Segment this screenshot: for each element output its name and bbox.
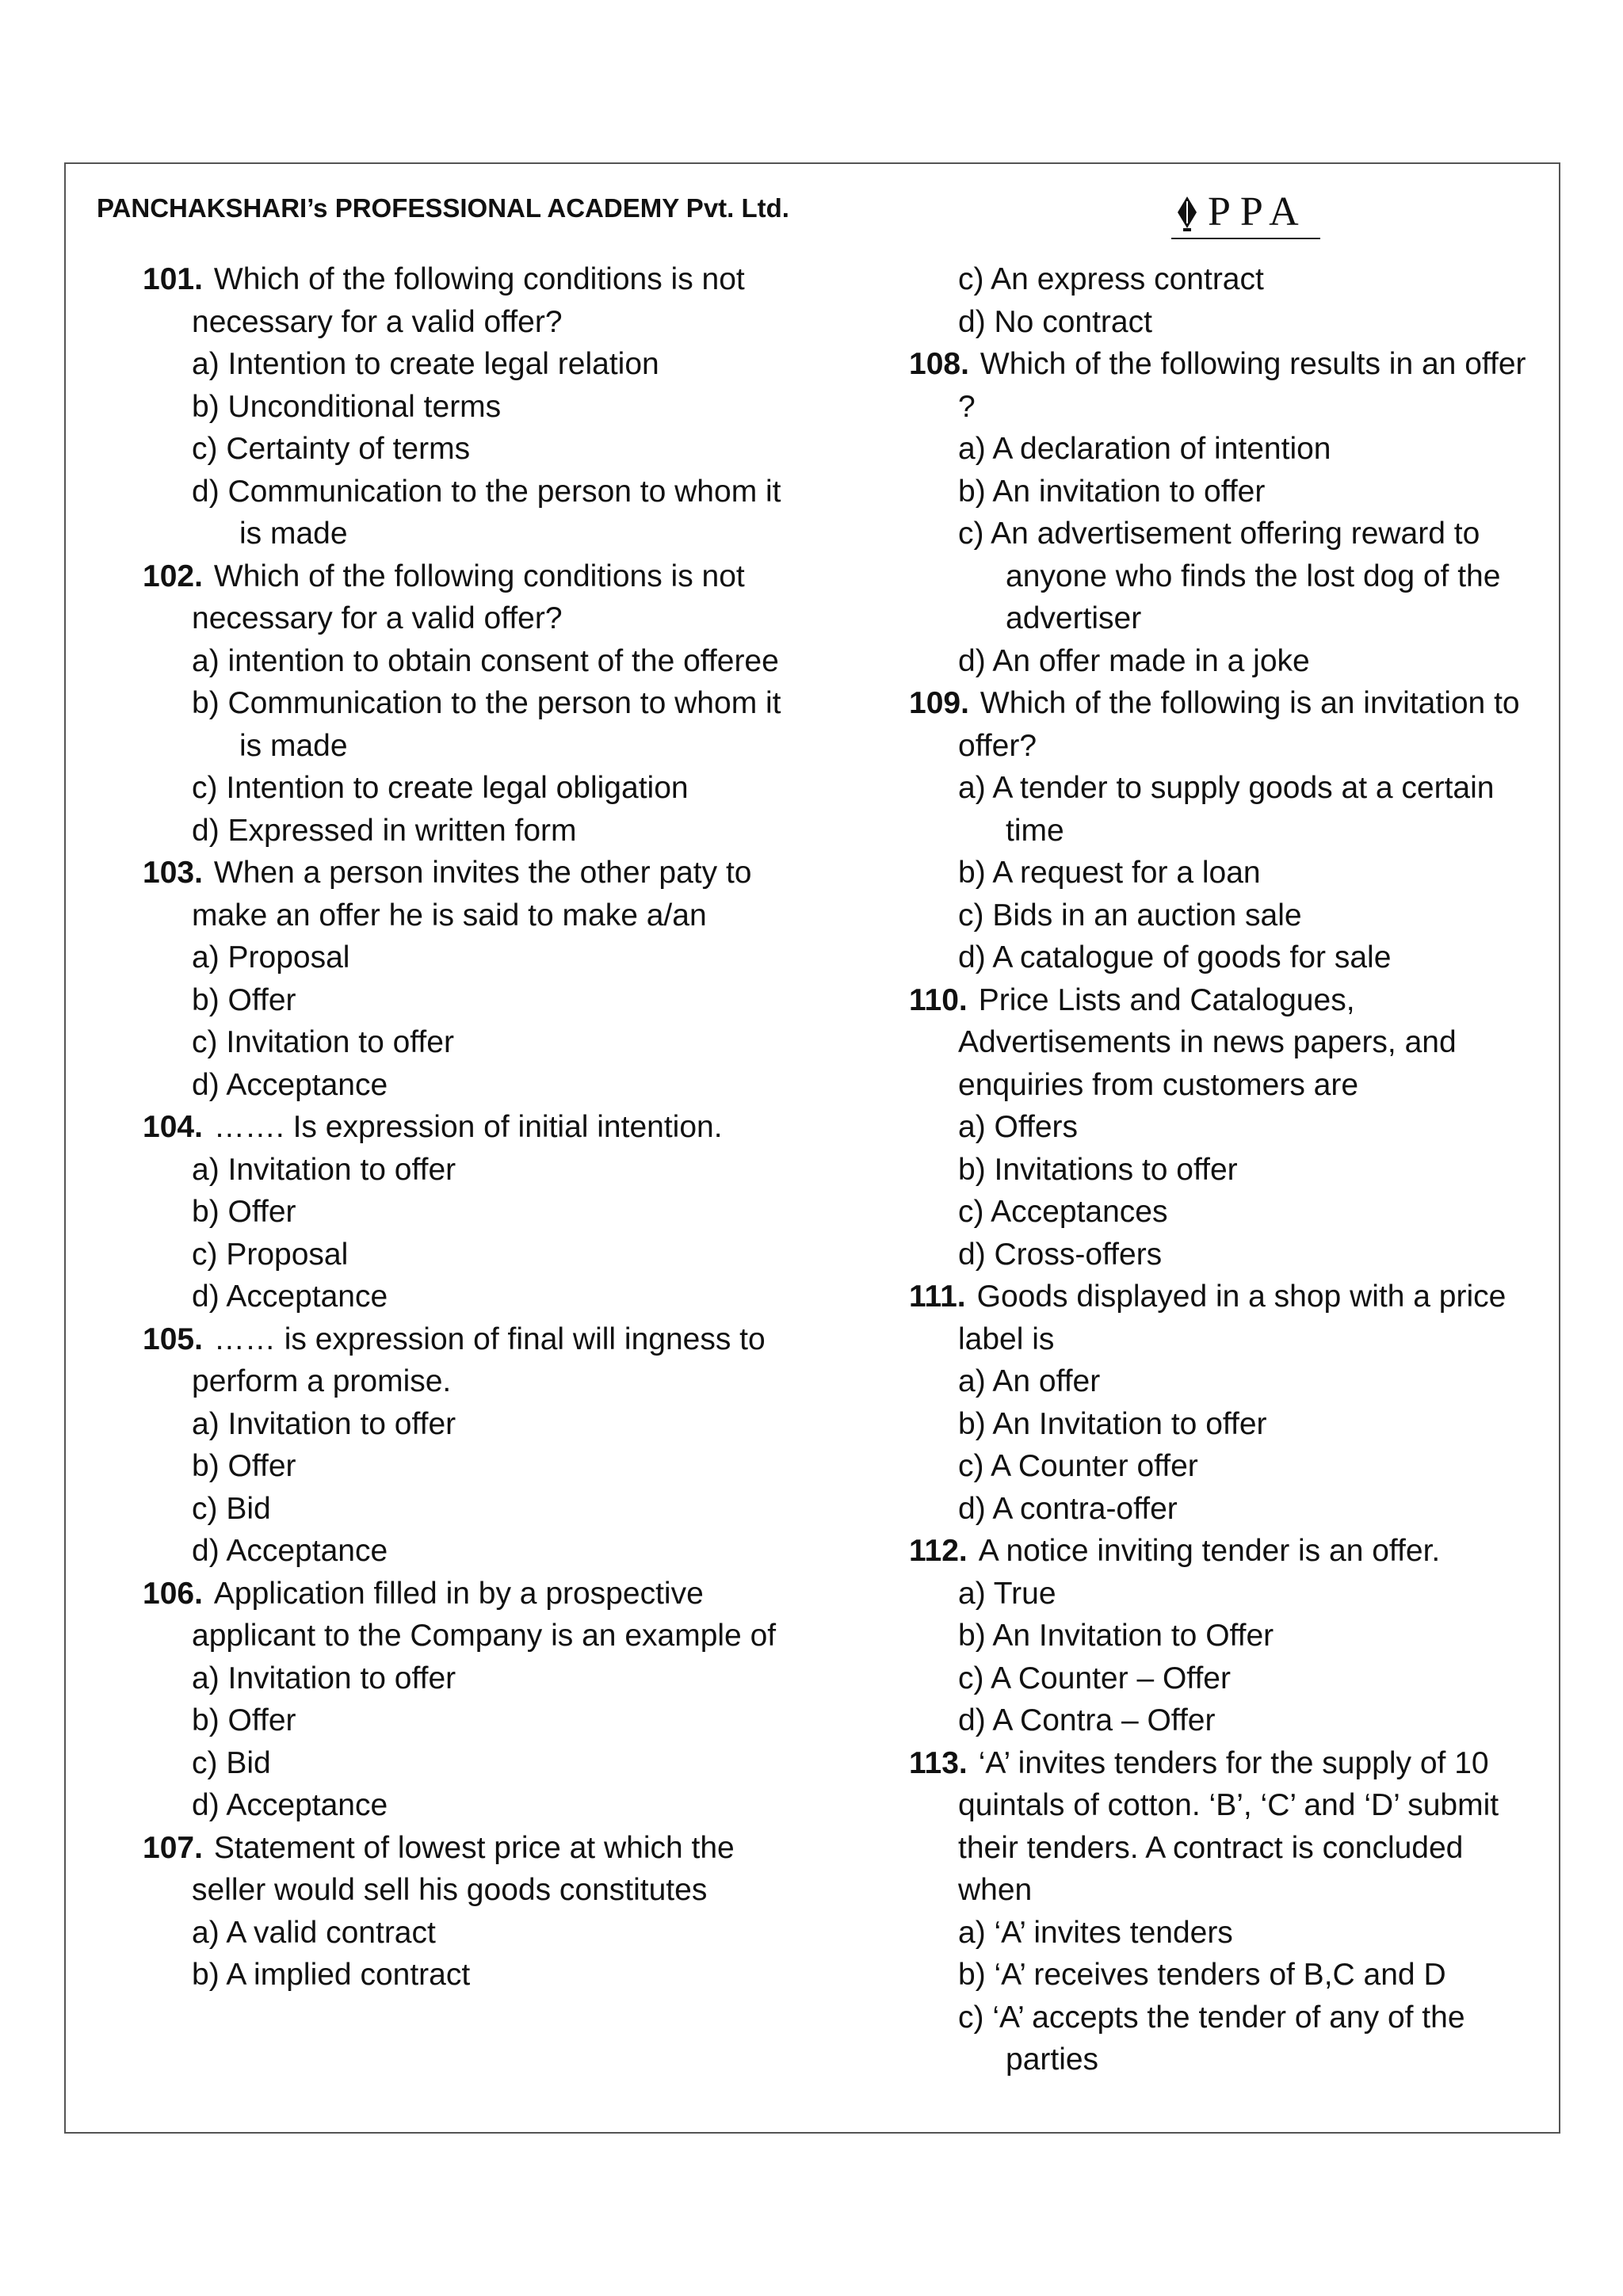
question-109 xyxy=(909,682,1543,979)
option: d) A catalogue of goods for sale xyxy=(958,940,1392,974)
option: b) A request for a loan xyxy=(958,856,1261,890)
option: c) Bid xyxy=(192,1491,271,1526)
option: b) An Invitation to offer xyxy=(958,1406,1267,1441)
question-number: 101. xyxy=(143,262,203,296)
left-question-column xyxy=(143,258,800,1997)
option: c) An express contract xyxy=(958,262,1264,296)
question-stem: Application filled in by a prospective applicant to the Company is an example of xyxy=(192,1576,777,1653)
option: c) Proposal xyxy=(192,1237,349,1272)
question-stem: Goods displayed in a shop with a price label is xyxy=(958,1280,1507,1356)
question-stem: Which of the following results in an offer ? xyxy=(958,347,1526,424)
question-number: 106. xyxy=(143,1576,203,1611)
option: b) Unconditional terms xyxy=(192,389,502,424)
question-stem: Price Lists and Catalogues, Advertisements in news papers, and enquiries from customers are xyxy=(958,982,1457,1102)
question-103 xyxy=(143,852,800,1106)
question-stem: A notice inviting tender is an offer. xyxy=(978,1534,1441,1568)
option: a) ‘A’ invites tenders xyxy=(958,1915,1233,1950)
question-106 xyxy=(143,1573,800,1827)
pen-nib-icon xyxy=(1176,196,1198,231)
option: a) Invitation to offer xyxy=(192,1152,456,1187)
page-header-title: PANCHAKSHARI’s PROFESSIONAL ACADEMY Pvt. Ltd. xyxy=(97,193,789,223)
question-number: 102. xyxy=(143,559,203,593)
logo-text: PPA xyxy=(1208,189,1308,235)
option: a) intention to obtain consent of the offeree xyxy=(192,643,779,678)
option: a) A valid contract xyxy=(192,1915,436,1950)
question-stem: Which of the following conditions is not necessary for a valid offer? xyxy=(192,262,745,339)
option: b) ‘A’ receives tenders of B,C and D xyxy=(958,1958,1446,1992)
option: b) Offer xyxy=(192,1449,296,1483)
question-113 xyxy=(909,1742,1543,2081)
option: b) Offer xyxy=(192,982,296,1017)
question-111 xyxy=(909,1276,1543,1530)
option: d) Acceptance xyxy=(192,1534,388,1568)
option: d) A Contra – Offer xyxy=(958,1703,1216,1737)
question-number: 112. xyxy=(909,1534,968,1568)
option: a) True xyxy=(958,1576,1056,1611)
question-number: 105. xyxy=(143,1322,203,1356)
question-102 xyxy=(143,555,800,852)
option: d) No contract xyxy=(958,304,1152,339)
option: b) Communication to the person to whom it is made xyxy=(192,686,781,763)
question-stem: ……. Is expression of initial intention. xyxy=(213,1110,723,1144)
question-stem: Which of the following conditions is not necessary for a valid offer? xyxy=(192,559,745,635)
option: d) A contra-offer xyxy=(958,1491,1178,1526)
option: d) Acceptance xyxy=(192,1067,388,1102)
option: a) Intention to create legal relation xyxy=(192,347,659,381)
question-number: 103. xyxy=(143,856,203,890)
question-107 xyxy=(143,1827,800,1997)
option: c) Acceptances xyxy=(958,1195,1168,1229)
option: c) Invitation to offer xyxy=(192,1025,454,1059)
question-stem: Statement of lowest price at which the seller would sell his goods constitutes xyxy=(192,1830,735,1907)
question-110 xyxy=(909,979,1543,1276)
option: a) Proposal xyxy=(192,940,350,974)
option: a) Offers xyxy=(958,1110,1078,1144)
question-number: 111. xyxy=(909,1280,966,1314)
question-number: 104. xyxy=(143,1110,203,1144)
question-number: 107. xyxy=(143,1830,203,1865)
option: c) Intention to create legal obligation xyxy=(192,771,689,805)
option: c) Certainty of terms xyxy=(192,432,471,466)
option: a) A declaration of intention xyxy=(958,432,1331,466)
question-112 xyxy=(909,1530,1543,1742)
option: b) Invitations to offer xyxy=(958,1152,1238,1187)
option: c) ‘A’ accepts the tender of any of the parties xyxy=(958,2000,1465,2077)
question-108 xyxy=(909,343,1543,682)
question-101 xyxy=(143,258,800,555)
option: b) Offer xyxy=(192,1195,296,1229)
option: b) An invitation to offer xyxy=(958,474,1266,509)
ppa-logo xyxy=(1171,190,1322,242)
option: a) A tender to supply goods at a certain time xyxy=(958,771,1495,848)
question-104 xyxy=(143,1106,800,1318)
option: a) Invitation to offer xyxy=(192,1661,456,1695)
question-stem: ‘A’ invites tenders for the supply of 10 quintals of cotton. ‘B’, ‘C’ and ‘D’ submit their tenders. A contract is concluded when xyxy=(958,1745,1499,1907)
option: d) An offer made in a joke xyxy=(958,643,1310,678)
option: c) Bids in an auction sale xyxy=(958,898,1302,933)
option: a) An offer xyxy=(958,1364,1101,1398)
option: d) Cross-offers xyxy=(958,1237,1163,1272)
option: b) A implied contract xyxy=(192,1958,471,1992)
option: c) A Counter offer xyxy=(958,1449,1198,1483)
option: c) Bid xyxy=(192,1745,271,1780)
question-stem: Which of the following is an invitation to offer? xyxy=(958,686,1520,763)
question-number: 108. xyxy=(909,347,969,381)
option: c) A Counter – Offer xyxy=(958,1661,1231,1695)
option: d) Acceptance xyxy=(192,1788,388,1822)
option: d) Acceptance xyxy=(192,1280,388,1314)
option: d) Communication to the person to whom it is made xyxy=(192,474,781,551)
question-stem: …… is expression of final will ingness to perform a promise. xyxy=(192,1322,766,1398)
question-number: 109. xyxy=(909,686,969,720)
question-105 xyxy=(143,1318,800,1573)
question-stem: When a person invites the other paty to make an offer he is said to make a/an xyxy=(192,856,752,933)
option: d) Expressed in written form xyxy=(192,813,577,848)
question-107-continued xyxy=(909,258,1543,343)
option: c) An advertisement offering reward to anyone who finds the lost dog of the advertiser xyxy=(958,517,1501,635)
question-number: 110. xyxy=(909,982,968,1017)
logo-underline xyxy=(1171,238,1320,239)
option: b) An Invitation to Offer xyxy=(958,1619,1274,1653)
right-question-column xyxy=(909,258,1543,2081)
option: a) Invitation to offer xyxy=(192,1406,456,1441)
question-number: 113. xyxy=(909,1745,968,1780)
option: b) Offer xyxy=(192,1703,296,1737)
